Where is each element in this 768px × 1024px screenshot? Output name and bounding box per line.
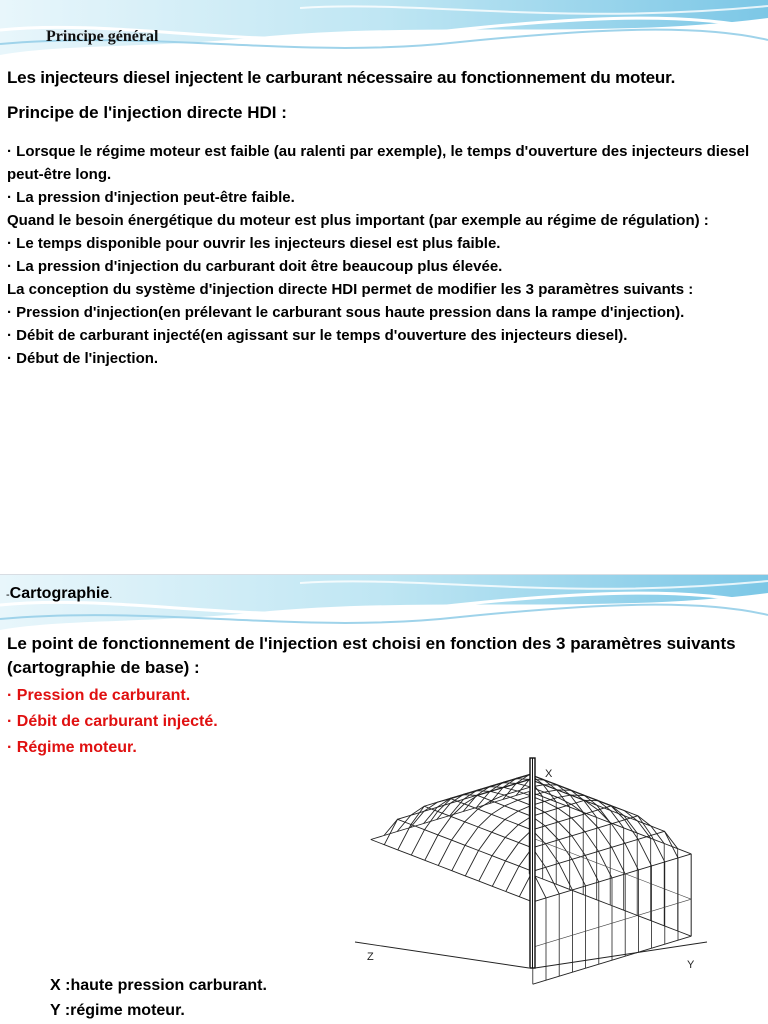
lead-sentence: Les injecteurs diesel injectent le carburant nécessaire au fonctionnement du moteur. [7,68,676,87]
mesh-line [463,783,625,874]
slide-heading [6,585,112,603]
list-item: · Débit de carburant injecté(en agissant sur le temps d'ouverture des injecteurs diesel). [7,324,752,347]
parameter-item: · Débit de carburant injecté. [7,709,218,735]
parameter-list [7,683,218,761]
list-item: · Pression d'injection(en prélevant le carburant sous haute pression dans la rampe d'injection). [7,301,752,324]
slide-heading: Principe général [46,28,159,45]
z-axis-line [355,942,529,968]
mesh-line [384,819,546,898]
axis-legend [50,973,267,1023]
list-item: · Le temps disponible pour ouvrir les injecteurs diesel est plus faible. [7,232,752,255]
slide-cartographie [0,575,768,1024]
axis-label-z: Z [367,951,374,963]
paragraph: La conception du système d'injection directe HDI permet de modifier les 3 paramètres suivants : [7,281,694,298]
list-item: · La pression d'injection peut-être faible. [7,186,752,209]
y-axis-line [535,942,707,968]
paragraph: Quand le besoin énergétique du moteur est plus important (par exemple au régime de régulation) : [7,212,709,229]
axis-label-y: Y [687,959,695,971]
heading-dash: - [6,589,10,601]
legend-y: Y :régime moteur. [50,1002,185,1019]
body-text [7,140,752,370]
list-item: · Lorsque le régime moteur est faible (au ralenti par exemple), le temps d'ouverture des injecteurs diesel peut-être long. [7,140,752,186]
mesh-line [384,779,542,844]
lead-sentence: Le point de fonctionnement de l'injection est choisi en fonction des 3 paramètres suivants (cartographie de base) : [7,634,736,677]
parameter-item: · Régime moteur. [7,735,218,761]
mesh-line [424,795,586,886]
heading-text: Cartographie [9,585,110,602]
cartography-3d-figure [341,706,721,1024]
axis-label-x: X [545,768,553,780]
mesh-surface [341,706,721,1024]
legend-x: X :haute pression carburant. [50,977,267,994]
parameter-item: · Pression de carburant. [7,683,218,709]
subheading: Principe de l'injection directe HDI : [7,103,287,122]
list-item: · La pression d'injection du carburant doit être beaucoup plus élevée. [7,255,752,278]
list-item: · Début de l'injection. [7,347,752,370]
heading-dot: . [109,589,113,601]
mesh-line [371,840,533,902]
